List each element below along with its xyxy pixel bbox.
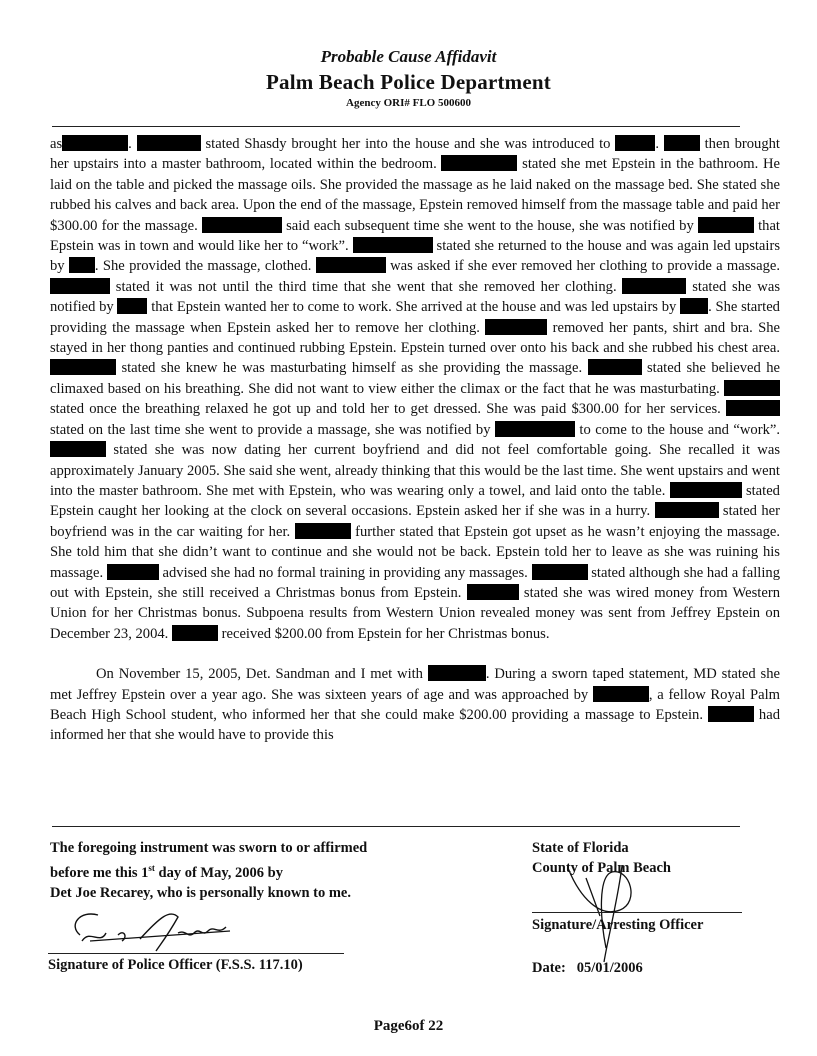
agency-ori: Agency ORI# FLO 500600 [346, 97, 471, 109]
redaction-block [670, 482, 742, 498]
text-segment: stated she was notified by [50, 278, 780, 316]
arresting-officer-caption: Signature/Arresting Officer [532, 917, 704, 933]
redaction-block [295, 523, 351, 539]
text-segment: stated she believed he climaxed based on his breathing. She did not want to view either the climax or the fact that he was masturbating. [50, 360, 780, 397]
arresting-officer-signature-scribble [560, 858, 650, 968]
state-label: State of Florida [532, 840, 629, 856]
text-segment: that Epstein wanted her to come to work. She arrived at the house and was led upstairs by [147, 299, 681, 316]
redaction-block [428, 665, 486, 681]
text-segment: . [128, 136, 137, 152]
text-segment: stated although she had a falling out with Epstein, she still received a Christmas bonus from Epstein. [50, 564, 780, 601]
notary-line-3: Det Joe Recarey, who is personally known to me. [50, 884, 351, 901]
redaction-block [485, 319, 547, 335]
text-segment: stated her boyfriend was in the car waiting for her. [50, 503, 780, 540]
notary-line-1: The foregoing instrument was sworn to or affirmed [50, 840, 368, 856]
text-segment: stated she returned to the house and was again led upstairs by [50, 238, 781, 275]
text-segment: stated she met Epstein in the bathroom. He laid on the table and picked the massage oils. She provided the massage as he laid naked on the massage bed. She stated she rubbed his calves and back area. Upon the end of the massage, Epstein removed himself from the massage table and paid her $300.00 for the massage. [50, 156, 780, 234]
redaction-block [50, 441, 106, 457]
redaction-block [495, 421, 575, 437]
text-segment: was asked if she ever removed her clothing to provide a massage. [385, 258, 780, 275]
officer-signature-line [48, 953, 344, 954]
officer-signature-caption: Signature of Police Officer (F.S.S. 117.10) [48, 957, 303, 973]
text-segment: stated on the last time she went to provide a massage, she was notified by [50, 421, 495, 438]
redaction-block [107, 564, 159, 580]
document-subtitle: Probable Cause Affidavit [320, 47, 497, 66]
redaction-block [316, 257, 386, 273]
text-segment: . During a sworn taped statement, MD stated she met Jeffrey Epstein over a year ago. She was sixteen years of age and was approached by [50, 666, 780, 703]
text-segment: that Epstein was in town and would like her to “work”. [50, 217, 780, 255]
redaction-block [50, 278, 110, 294]
redaction-block [353, 237, 433, 253]
arresting-officer-signature-line [532, 912, 742, 913]
text-segment: stated she was wired money from Western Union for her Christmas bonus. Subpoena results from Western Union revealed money was sent from Jeffrey Epstein on December 23, 2004. [50, 584, 780, 642]
text-segment: On November 15, 2005, Det. Sandman and I met with [96, 666, 428, 683]
redaction-block [680, 298, 708, 314]
redaction-block [593, 686, 649, 702]
text-segment: as [50, 136, 63, 152]
text-segment: stated she was now dating her current boyfriend and did not feel comfortable going. She recalled it was approximately January 2005. She said she went, already thinking that this would be the last time. She went upstairs and went into the master bathroom. She met with Epstein, who was wearing only a towel, and laid onto the table. [50, 442, 780, 499]
text-segment: further stated that Epstein got upset as he wasn’t enjoying the massage. She told him that she didn’t want to continue and she would not be back. Epstein told her to leave as she was ruining his massage. [50, 523, 780, 581]
text-segment: stated Epstein caught her looking at the clock on several occasions. Epstein asked her if she was in a hurry. [50, 482, 780, 520]
text-segment: had informed her that she would have to provide this [50, 706, 780, 744]
department-title: Palm Beach Police Department [266, 70, 551, 94]
text-segment: , a fellow Royal Palm Beach High School student, who informed her that she could make $200.00 providing a massage to Epstein. [50, 686, 781, 723]
text-segment: removed her pants, shirt and bra. She stayed in her thong panties and continued rubbing Epstein. Epstein turned over onto his back and she rubbed his chest area. [50, 319, 780, 357]
text-segment: stated it was not until the third time that she went that she removed her clothing. [110, 278, 623, 295]
county-label: County of Palm Beach [532, 860, 671, 876]
notary-statement [50, 838, 367, 903]
redaction-block [137, 135, 201, 151]
redaction-block [726, 400, 780, 416]
officer-signature-scribble [60, 905, 270, 955]
redaction-block [441, 155, 517, 171]
redaction-block [724, 380, 780, 396]
text-segment: received $200.00 from Epstein for her Christmas bonus. [217, 625, 550, 642]
signature-date: Date: 05/01/2006 [532, 960, 643, 976]
paragraph-1 [50, 134, 780, 644]
text-segment: . She started providing the massage when Epstein asked her to remove her clothing. [50, 299, 780, 336]
redaction-block [117, 298, 147, 314]
text-segment: to come to the house and “work”. [574, 421, 780, 438]
signature-divider [52, 826, 740, 827]
redaction-block [532, 564, 588, 580]
redaction-block [50, 359, 116, 375]
text-segment: said each subsequent time she went to the house, she was notified by [281, 217, 698, 234]
text-segment: . [655, 136, 664, 152]
redaction-block [62, 135, 128, 151]
paragraph-2 [50, 664, 780, 746]
redaction-block [69, 257, 95, 273]
text-segment: then brought her upstairs into a master bathroom, located within the bedroom. [50, 136, 780, 173]
redaction-block [202, 217, 282, 233]
redaction-block [467, 584, 519, 600]
document-header [0, 47, 817, 109]
text-segment: stated Shasdy brought her into the house and she was introduced to [200, 136, 616, 152]
redaction-block [588, 359, 642, 375]
affidavit-body [50, 134, 780, 746]
text-segment: . She provided the massage, clothed. [94, 258, 316, 275]
text-segment: advised she had no formal training in providing any massages. [158, 564, 532, 581]
header-divider [52, 126, 740, 127]
redaction-block [622, 278, 686, 294]
redaction-block [698, 217, 754, 233]
text-segment: stated she knew he was masturbating himself as she providing the massage. [116, 360, 588, 377]
redaction-block [172, 625, 218, 641]
page-number: Page6of 22 [373, 1018, 444, 1034]
text-segment: stated once the breathing relaxed he got up and told her to get dressed. She was paid $300.00 for her services. [50, 401, 726, 418]
notary-line-2: before me this 1st day of May, 2006 by [50, 863, 283, 881]
redaction-block [655, 502, 719, 518]
redaction-block [708, 706, 754, 722]
redaction-block [615, 135, 655, 151]
redaction-block [664, 135, 700, 151]
